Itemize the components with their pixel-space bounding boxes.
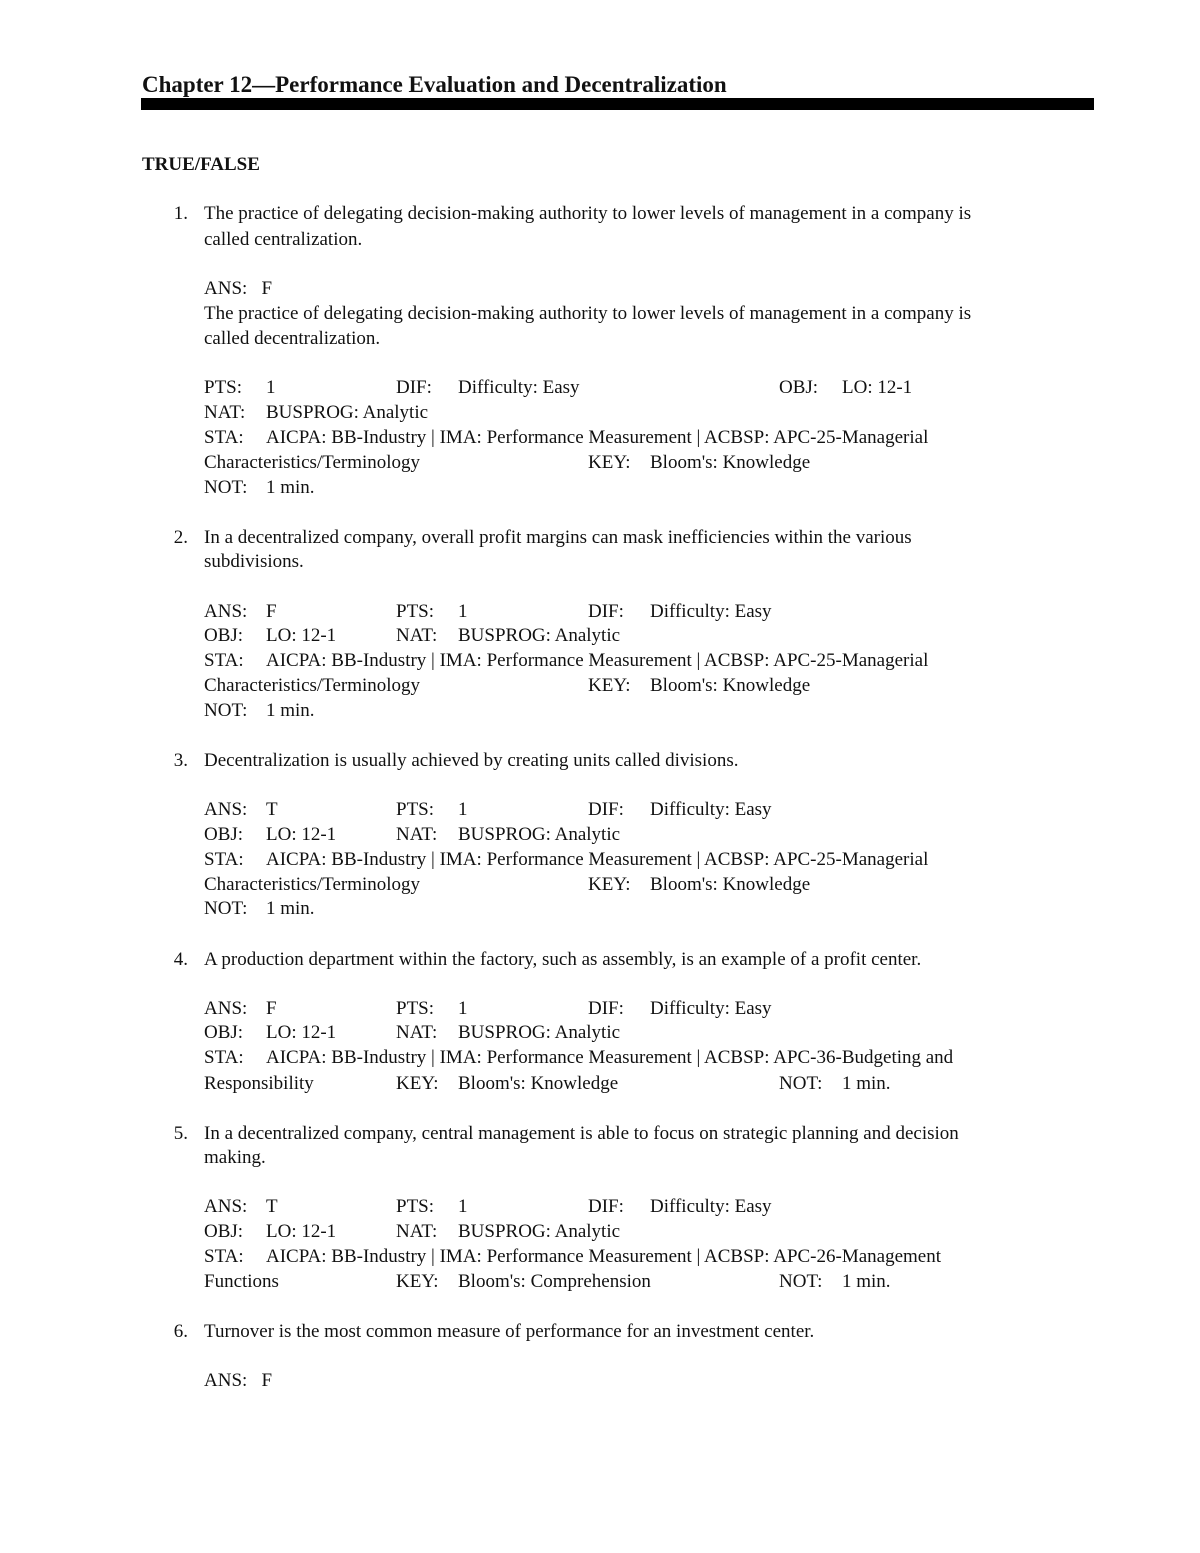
- pts-label: PTS:: [396, 601, 435, 622]
- nat-label: NAT:: [396, 1022, 438, 1043]
- obj-value: LO: 12-1: [266, 1022, 337, 1043]
- nat-value: BUSPROG: Analytic: [458, 1022, 621, 1043]
- key-label: KEY:: [588, 675, 631, 696]
- key-value: Bloom's: Knowledge: [650, 874, 811, 895]
- sta-value: AICPA: BB-Industry | IMA: Performance Measurement | ACBSP: APC-26-Management: [266, 1246, 942, 1267]
- key-value: Bloom's: Knowledge: [458, 1073, 619, 1094]
- nat-label: NAT:: [396, 824, 438, 845]
- dif-value: Difficulty: Easy: [458, 377, 580, 398]
- question-text: making.: [204, 1147, 266, 1168]
- pts-value: 1: [458, 799, 468, 820]
- pts-label: PTS:: [396, 799, 435, 820]
- key-value: Bloom's: Knowledge: [650, 675, 811, 696]
- obj-value: LO: 12-1: [266, 625, 337, 646]
- sta-value: AICPA: BB-Industry | IMA: Performance Measurement | ACBSP: APC-25-Managerial: [266, 849, 929, 870]
- sta-continuation: Functions: [204, 1271, 279, 1292]
- pts-label: PTS:: [396, 1196, 435, 1217]
- obj-value: LO: 12-1: [266, 1221, 337, 1242]
- not-value: 1 min.: [842, 1073, 891, 1094]
- dif-value: Difficulty: Easy: [650, 998, 772, 1019]
- not-label: NOT:: [204, 700, 248, 721]
- title-rule: [141, 98, 1094, 110]
- obj-label: OBJ:: [779, 377, 819, 398]
- obj-value: LO: 12-1: [266, 824, 337, 845]
- nat-value: BUSPROG: Analytic: [458, 625, 621, 646]
- not-label: NOT:: [779, 1271, 823, 1292]
- sta-label: STA:: [204, 1047, 244, 1068]
- key-label: KEY:: [396, 1073, 439, 1094]
- sta-label: STA:: [204, 427, 244, 448]
- question-number: 4.: [173, 949, 188, 970]
- answer-line: ANS: F: [204, 278, 273, 299]
- sta-value: AICPA: BB-Industry | IMA: Performance Measurement | ACBSP: APC-36-Budgeting and: [266, 1047, 954, 1068]
- dif-label: DIF:: [396, 377, 432, 398]
- pts-value: 1: [458, 1196, 468, 1217]
- ans-label: ANS:: [204, 998, 248, 1019]
- sta-continuation: Characteristics/Terminology: [204, 874, 421, 895]
- sta-label: STA:: [204, 650, 244, 671]
- pts-label: PTS:: [396, 998, 435, 1019]
- question-text: A production department within the factory, such as assembly, is an example of a profit center.: [204, 949, 922, 970]
- pts-value: 1: [458, 998, 468, 1019]
- key-value: Bloom's: Knowledge: [650, 452, 811, 473]
- obj-label: OBJ:: [204, 824, 244, 845]
- question-text: called centralization.: [204, 229, 363, 250]
- dif-value: Difficulty: Easy: [650, 799, 772, 820]
- sta-value: AICPA: BB-Industry | IMA: Performance Measurement | ACBSP: APC-25-Managerial: [266, 650, 929, 671]
- obj-label: OBJ:: [204, 1221, 244, 1242]
- ans-value: T: [266, 1196, 278, 1217]
- obj-label: OBJ:: [204, 625, 244, 646]
- not-label: NOT:: [779, 1073, 823, 1094]
- pts-value: 1: [458, 601, 468, 622]
- section-heading: TRUE/FALSE: [142, 154, 260, 175]
- obj-label: OBJ:: [204, 1022, 244, 1043]
- ans-value: T: [266, 799, 278, 820]
- dif-label: DIF:: [588, 601, 624, 622]
- pts-value: 1: [266, 377, 276, 398]
- nat-value: BUSPROG: Analytic: [266, 402, 429, 423]
- ans-label: ANS:: [204, 1196, 248, 1217]
- not-value: 1 min.: [266, 700, 315, 721]
- question-text: In a decentralized company, overall profit margins can mask inefficiencies within the various: [204, 527, 912, 548]
- question-text: Decentralization is usually achieved by creating units called divisions.: [204, 750, 739, 771]
- explanation-text: The practice of delegating decision-making authority to lower levels of management in a company is: [204, 303, 972, 324]
- question-text: Turnover is the most common measure of performance for an investment center.: [204, 1321, 815, 1342]
- obj-value: LO: 12-1: [842, 377, 913, 398]
- ans-value: F: [266, 601, 277, 622]
- sta-continuation: Characteristics/Terminology: [204, 675, 421, 696]
- nat-value: BUSPROG: Analytic: [458, 824, 621, 845]
- nat-label: NAT:: [396, 1221, 438, 1242]
- sta-continuation: Characteristics/Terminology: [204, 452, 421, 473]
- not-value: 1 min.: [266, 477, 315, 498]
- key-label: KEY:: [588, 452, 631, 473]
- not-value: 1 min.: [266, 898, 315, 919]
- nat-label: NAT:: [396, 625, 438, 646]
- answer-line: ANS: F: [204, 1370, 273, 1391]
- question-text: The practice of delegating decision-making authority to lower levels of management in a company is: [204, 203, 972, 224]
- sta-label: STA:: [204, 1246, 244, 1267]
- not-value: 1 min.: [842, 1271, 891, 1292]
- ans-label: ANS:: [204, 601, 248, 622]
- sta-continuation: Responsibility: [204, 1073, 314, 1094]
- dif-label: DIF:: [588, 1196, 624, 1217]
- sta-label: STA:: [204, 849, 244, 870]
- pts-label: PTS:: [204, 377, 243, 398]
- dif-label: DIF:: [588, 799, 624, 820]
- key-label: KEY:: [588, 874, 631, 895]
- dif-label: DIF:: [588, 998, 624, 1019]
- question-text: subdivisions.: [204, 551, 304, 572]
- ans-value: F: [266, 998, 277, 1019]
- dif-value: Difficulty: Easy: [650, 601, 772, 622]
- key-label: KEY:: [396, 1271, 439, 1292]
- question-number: 1.: [173, 203, 188, 224]
- not-label: NOT:: [204, 898, 248, 919]
- dif-value: Difficulty: Easy: [650, 1196, 772, 1217]
- chapter-title: Chapter 12—Performance Evaluation and Decentralization: [142, 72, 727, 97]
- not-label: NOT:: [204, 477, 248, 498]
- ans-label: ANS:: [204, 799, 248, 820]
- key-value: Bloom's: Comprehension: [458, 1271, 651, 1292]
- nat-value: BUSPROG: Analytic: [458, 1221, 621, 1242]
- question-text: In a decentralized company, central management is able to focus on strategic planning and decision: [204, 1123, 959, 1144]
- question-number: 6.: [173, 1321, 188, 1342]
- question-number: 5.: [173, 1123, 188, 1144]
- sta-value: AICPA: BB-Industry | IMA: Performance Measurement | ACBSP: APC-25-Managerial: [266, 427, 929, 448]
- nat-label: NAT:: [204, 402, 246, 423]
- question-number: 2.: [173, 527, 188, 548]
- explanation-text: called decentralization.: [204, 328, 381, 349]
- question-number: 3.: [173, 750, 188, 771]
